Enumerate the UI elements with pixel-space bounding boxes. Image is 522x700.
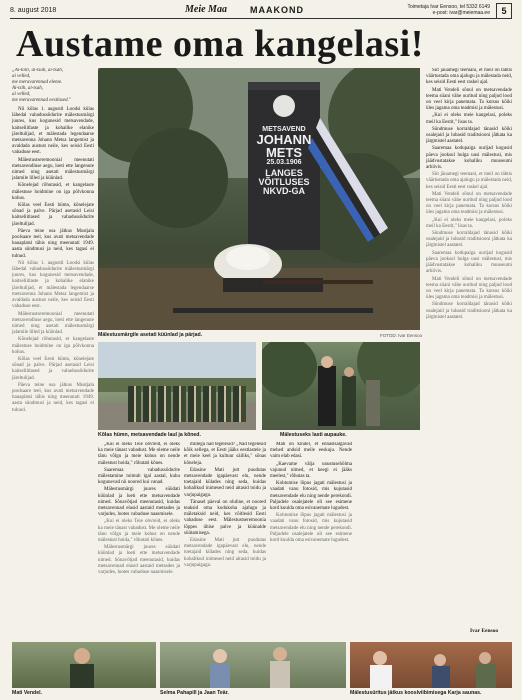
paragraph: Siit jäuamegi teemani, et meil on tähtis väärtustada oma ajalugu ja mälestada neid, kes seisid Eesti eest raskel ajal. [426, 68, 512, 86]
mati-vendel-caption: Mati Vendel. [12, 690, 42, 696]
article-headline: Austame oma kangelasi! [16, 23, 424, 65]
selma-jaan-photo [160, 642, 346, 688]
paragraph: Tänasel päeval on oluline, et noored teaksid oma kodukoha ajalugu ja mäletaksid neid, kes võitlesid Eesti vabaduse eest. Mälestustseremoonia lõppes ühise palve ja küünalde süütamisega. [184, 499, 266, 536]
paragraph: Mati Vendeli sõnul on metsavendade teema siiani vähe uuritud ning paljud lood on veel kirja panemata. Ta kutsus kõiki üles jagama oma teadmisi ja mälestusi. [426, 191, 512, 216]
article-column-1 [12, 68, 94, 648]
paragraph: Kõnelejad rõhutasid, et kangelaste mälestuse hoidmine on iga põlvkonna kohus. [12, 337, 94, 355]
paragraph: Mati Vendeli sõnul on metsavendade teema siiani vähe uuritud ning paljud lood on veel kirja panemata. Ta kutsus kõiki üles jagama oma teadmisi ja mälestusi. [426, 276, 512, 301]
monument-scene [98, 68, 420, 330]
page-header [10, 4, 512, 19]
paragraph: Kõnelejad rõhutasid, et kangelaste mälestuse hoidmine on iga põlvkonna kohus. [12, 183, 94, 201]
paragraph: Saaremaa vabadussõdurite mälestamine toimub igal aastal, kuhu kogunevad nii noored kui vanad. [98, 467, 180, 486]
paragraph: Edasine Mati jutt puudutas metsavendade igapäevast elu, nende toetajaid külades ning seda, kuidas kohalikud inimesed neid aitasid toidu ja varjupaigaga. [184, 467, 266, 498]
paragraph: Edasine Mati jutt puudutas metsavendade igapäevast elu, nende toetajaid külades ning seda, kuidas kohalikud inimesed neid aitasid toidu ja varjupaigaga. [184, 538, 266, 568]
paragraph: Saaremaa kodupaiga uurijad kogusid päeva jooksul hulga uusi mälestusi, mis jäädvustatakse kohaliku muuseumi arhiivis. [426, 250, 512, 275]
paragraph: Mälestustseremoonial meenutati metsavendluse aegu, loeti ette langenute nimed ning asetati mälestusmärgi jalamile lilled ja küünlad. [12, 157, 94, 182]
salute-photo [262, 342, 420, 430]
paragraph: Nii kõlas 1. augustil Loodsi külas lähedal vabadussõdurite mälestusmärgi juures, kus kogunesid metsavendade, kaitseliitlaste ja kohalike elanike järeltulijad, et mälestada legendaarse metsavenna Johann Metsa langemist ja avaldada austust neile, kes seisid Eesti vabaduse eest. [12, 260, 94, 310]
article-column-2 [98, 442, 180, 642]
paragraph: Nii kõlas 1. augustil Loodsi külas lähedal vabadussõdurite mälestusmärgi juures, kus kogunesid metsavendade, kaitseliitlaste ja kohalike elanike järeltulijad, et mälestada legendaarse metsavenna Johann Metsa langemist ja avaldada austust neile, kes seisid Eesti vabaduse eest. [12, 107, 94, 156]
paragraph: Sündmuse korraldajad tänasid kõiki osalejaid ja lubasid traditsiooni jätkata ka järgmistel aastatel. [426, 302, 512, 320]
paragraph: Sündmuse korraldajad tänasid kõiki osalejaid ja lubasid traditsiooni jätkata ka järgmistel aastatel. [426, 126, 512, 145]
paragraph: Mälestustseremoonial meenutati metsavendluse aegu, loeti ette langenute nimed ning asetati mälestusmärgi jalamile lilled ja küünlad. [12, 311, 94, 336]
salute-scene [262, 342, 420, 430]
karja-sauna-caption: Mälestusüritus jätkus kooslviibimisega Karja saunas. [350, 690, 482, 696]
paragraph: „Kui ei oleks meie kangelasi, poleks meil ka Eestit," lisas ta. [426, 217, 512, 229]
paragraph: Sündmuse korraldajad tänasid kõiki osalejaid ja lubasid traditsiooni jätkata ka järgmistel aastatel. [426, 231, 512, 249]
paragraph: Mati Vendeli sõnul on metsavendade teema siiani vähe uuritud ning paljud lood on veel kirja panemata. Ta kutsus kõiki üles jagama oma teadmisi ja mälestusi. [426, 87, 512, 112]
article-column-3 [184, 442, 266, 642]
paragraph: Saaremaa kodupaiga uurijad kogusid päeva jooksul hulga uusi mälestusi, mis jäädvustatakse kohaliku muuseumi arhiivis. [426, 146, 512, 171]
monument-photo [98, 68, 420, 330]
main-photo-caption: Mälestusmärgile asetati küünlad ja pärjad. [98, 332, 203, 338]
paragraph: Kohtumise lõpus jagati mälestusi ja vaadati vanu fotosid, mis kujutasid metsavendade elu ning nende perekondi. Paljudele osalejatele oli see esimene kord kuulda oma esivanemate lugudest. [270, 481, 352, 512]
paragraph: Siit jäuamegi teemani, et meil on tähtis väärtustada oma ajalugu ja mälestada neid, kes seisid Eesti eest raskel ajal. [426, 172, 512, 190]
paragraph: Päeva teine osa jätkus Mustjala poolsaare teel, kus avati metsavendade hauaplatsi tähis ning meenutati 1949. aasta sündmusi ja neid, kes tagasi ei tulnud. [12, 228, 94, 259]
monument-inscription: METSAVEND JOHANN METS 25.03.1906 LANGES VÕITLUSES NKVD-GA [256, 126, 312, 196]
selma-jaan-caption: Selma Pahapill ja Jaan Teär. [160, 690, 229, 696]
crowd-photo-caption: Kõlas hümn, metsavendade laul ja kõned. [98, 432, 201, 438]
crowd-photo [98, 342, 256, 430]
paragraph: Kõlas veel Eesti hümn, kõnelejate sõnad ja palve. Pärjad asetasid Leisi kaitseliitlased ja vabadussõdurite järeltulijad. [12, 203, 94, 227]
paragraph: „Kui ei oleks Teie ohvreid, ei oleks ka meie tänast vabadust. Me oleme neile tänu võlgu ja meie kohus on nende mälestust hoida," rõhutati kõnes. [98, 519, 180, 544]
mati-scene [12, 642, 156, 688]
newspaper-name: Meie Maa [185, 4, 227, 15]
sauna-scene [350, 642, 512, 688]
paragraph: Päeva teine osa jätkus Mustjala poolsaare teel, kus avati metsavendade hauaplatsi tähis ning meenutati 1949. aasta sündmusi ja neid, kes tagasi ei tulnud. [12, 382, 94, 413]
editor-contact: Toimetaja Ivar Eensoo, tel 5332 6149 e-post: ivar@meiemaa.ee [407, 4, 490, 16]
article-author: Ivar Eensoo [470, 628, 499, 634]
paragraph: Mälestusmärgi juures süüdati küünlad ja loeti ette metsavendade nimed. Sõnavõtjad meenutasid, kuidas metsavennad elasid aastaid metsades ja varjudes, lootes vabaduse naasmisele. [98, 545, 180, 576]
issue-date: 8. august 2018 [10, 7, 57, 14]
section-name: MAAKOND [250, 5, 304, 15]
selma-scene [160, 642, 346, 688]
article-column-5 [426, 68, 512, 626]
mati-vendel-photo [12, 642, 156, 688]
paragraph: Kõlas veel Eesti hümn, kõnelejate sõnad ja palve. Pärjad asetasid Leisi kaitseliitlased ja vabadussõdurite järeltulijad. [12, 356, 94, 381]
paragraph: Kohtumise lõpus jagati mälestusi ja vaadati vanu fotosid, mis kujutasid metsavendade elu ning nende perekondi. Paljudele osalejatele oli see esimene kord kuulda oma esivanemate lugudest. [270, 513, 352, 544]
paragraph: Mälestusmärgi juures süüdati küünlad ja loeti ette metsavendade nimed. Sõnavõtjad meenutasid, kuidas metsavennad elasid aastaid metsades ja varjudes, lootes vabaduse naasmisele. [98, 487, 180, 518]
paragraph: „Kui ei oleks Teie ohvreid, ei oleks ka meie tänast vabadust. Me oleme neile tänu võlgu ja meie kohus on nende mälestust hoida," rõhutati kõnes. [98, 442, 180, 466]
salute-photo-caption: Mälestuseks lasti aupauke. [280, 432, 347, 438]
paragraph: millega nad tegelesid? „Nad tegelesid kõik sellega, et Eesti jääks eestlastele ja et meie keel ja kultuur säiliks," sõnas kõneleja. [184, 442, 266, 466]
opening-poem: „Ai-tõlli, ai-tsah, ai-tsah, ai velled, me meravarennad eleme. Ai-tsih, ai-tsah, ai velled, me meravarennad eestlased." [12, 68, 71, 103]
page-number: 5 [496, 3, 512, 19]
karja-sauna-photo [350, 642, 512, 688]
crowd-row [128, 386, 248, 422]
photo-credit: FOTOD: Ivar Eensoo [380, 333, 423, 338]
paragraph: „Kui ei oleks meie kangelasi, poleks meil ka Eestit," lisas ta. [426, 113, 512, 125]
paragraph: „Kaevame välja unustusehõlma vajunud nimed, et keegi ei jääks meelest," rõhutas ta. [270, 461, 352, 480]
paragraph: Mati on kindel, et ennastsalgavad mehed andsid meile eeskuju. Nende vaim elab edasi. [270, 442, 352, 460]
article-column-4 [270, 442, 352, 642]
